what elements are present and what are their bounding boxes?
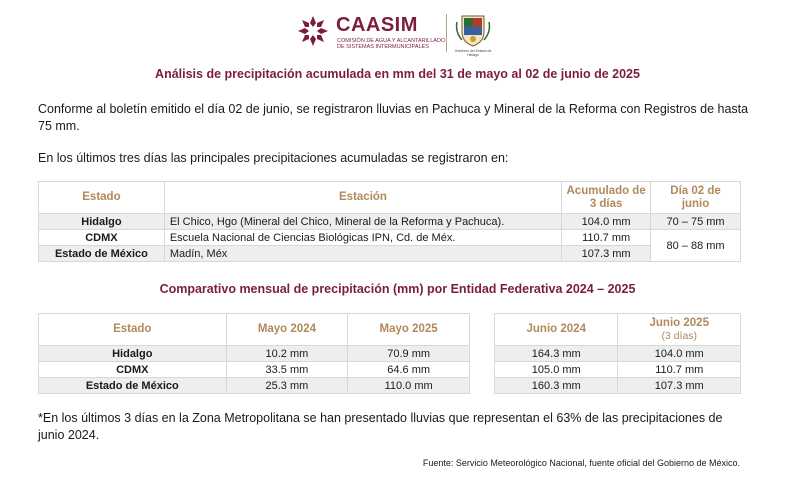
- row-mayo-2025: 110.0 mm: [348, 378, 470, 394]
- row-estado: Hidalgo: [39, 346, 227, 362]
- header-acumulado: Acumulado de 3 días: [562, 182, 651, 214]
- header-estado: Estado: [39, 182, 165, 214]
- table-header-row: [495, 314, 741, 346]
- header-mayo-2025: Mayo 2025: [348, 314, 470, 346]
- table-row: [495, 378, 741, 394]
- header-divider: [446, 14, 447, 52]
- june-comparison-table: [494, 313, 741, 394]
- row-dia: 80 – 88 mm: [651, 230, 741, 262]
- row-mayo-2024: 33.5 mm: [226, 362, 348, 378]
- row-estado: CDMX: [39, 230, 165, 246]
- shield-caption: Gobierno del Estado de Hidalgo: [454, 49, 492, 57]
- page-title: Análisis de precipitación acumulada en mm del 31 de mayo al 02 de junio de 2025: [155, 67, 640, 81]
- row-acumulado: 110.7 mm: [562, 230, 651, 246]
- header-estacion: Estación: [164, 182, 561, 214]
- source-note: Fuente: Servicio Meteorológico Nacional, fuente oficial del Gobierno de México.: [422, 458, 740, 468]
- row-estacion: Madín, Méx: [164, 246, 561, 262]
- row-mayo-2025: 70.9 mm: [348, 346, 470, 362]
- hidalgo-shield-icon: [454, 12, 492, 48]
- header-junio-2025-label: Junio 2025: [649, 316, 709, 329]
- header: [0, 8, 795, 60]
- bulletin-paragraph: Conforme al boletín emitido el día 02 de junio, se registraron lluvias en Pachuca y Mineral de la Reforma con Registros de hasta 75 mm.: [38, 102, 749, 133]
- row-estado: Hidalgo: [39, 214, 165, 230]
- row-estado: Estado de México: [39, 246, 165, 262]
- header-junio-2025: [618, 314, 741, 346]
- header-junio-2025-sub: (3 días): [661, 329, 698, 342]
- table-row: [39, 246, 741, 262]
- table-header-row: [39, 314, 470, 346]
- row-junio-2024: 164.3 mm: [495, 346, 618, 362]
- comparison-title: Comparativo mensual de precipitación (mm) por Entidad Federativa 2024 – 2025: [159, 282, 636, 296]
- table-row: [495, 346, 741, 362]
- header-mayo-2024: Mayo 2024: [226, 314, 348, 346]
- table-header-row: [39, 182, 741, 214]
- table-row: [39, 362, 470, 378]
- row-mayo-2024: 10.2 mm: [226, 346, 348, 362]
- row-estacion: El Chico, Hgo (Mineral del Chico, Mineral de la Reforma y Pachuca).: [164, 214, 561, 230]
- may-comparison-table: [38, 313, 470, 394]
- footnote: *En los últimos 3 días en la Zona Metropolitana se han presentado lluvias que representan el 63% de las precipitaciones de junio 2024.: [38, 411, 723, 442]
- row-acumulado: 107.3 mm: [562, 246, 651, 262]
- row-junio-2025: 104.0 mm: [618, 346, 741, 362]
- row-estacion: Escuela Nacional de Ciencias Biológicas IPN, Cd. de Méx.: [164, 230, 561, 246]
- row-junio-2024: 160.3 mm: [495, 378, 618, 394]
- row-junio-2025: 110.7 mm: [618, 362, 741, 378]
- header-junio-2024: Junio 2024: [495, 314, 618, 346]
- row-junio-2025: 107.3 mm: [618, 378, 741, 394]
- brand-subtitle: COMISIÓN DE AGUA Y ALCANTARILLADO DE SISTEMAS INTERMUNICIPALES: [337, 38, 446, 50]
- row-dia: 70 – 75 mm: [651, 214, 741, 230]
- row-mayo-2025: 64.6 mm: [348, 362, 470, 378]
- table-row: [39, 214, 741, 230]
- row-estado: CDMX: [39, 362, 227, 378]
- table-row: [495, 362, 741, 378]
- header-dia: Día 02 de junio: [651, 182, 741, 214]
- caasim-logo-icon: [296, 14, 330, 48]
- row-estado: Estado de México: [39, 378, 227, 394]
- intro-paragraph: En los últimos tres días las principales precipitaciones acumuladas se registraron en:: [38, 151, 509, 165]
- table-row: [39, 378, 470, 394]
- row-acumulado: 104.0 mm: [562, 214, 651, 230]
- table-row: [39, 346, 470, 362]
- brand-name: CAASIM: [336, 14, 418, 36]
- row-junio-2024: 105.0 mm: [495, 362, 618, 378]
- header-estado: Estado: [39, 314, 227, 346]
- precipitation-table: [38, 181, 741, 262]
- table-row: [39, 230, 741, 246]
- row-mayo-2024: 25.3 mm: [226, 378, 348, 394]
